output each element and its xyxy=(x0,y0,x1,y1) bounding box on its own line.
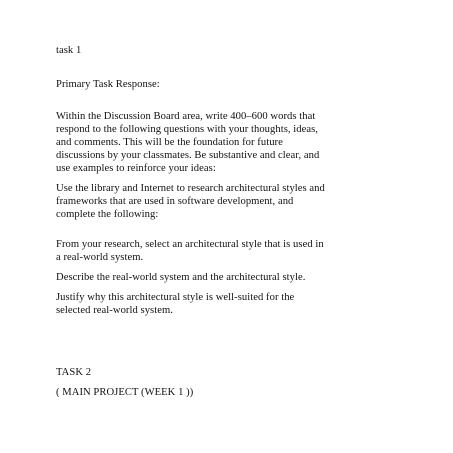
task2-heading: TASK 2 xyxy=(56,367,92,378)
instructions-line-1: Within the Discussion Board area, write 400–600 words that xyxy=(56,111,316,122)
task1-heading: task 1 xyxy=(56,45,82,56)
main-project-heading: ( MAIN PROJECT (WEEK 1 )) xyxy=(56,387,194,398)
instructions-line-2: respond to the following questions with your thoughts, ideas, xyxy=(56,124,318,135)
research-line-1: Use the library and Internet to research architectural styles and xyxy=(56,183,325,194)
justify-line-2: selected real-world system. xyxy=(56,305,173,316)
instructions-line-3: and comments. This will be the foundation for future xyxy=(56,137,283,148)
research-line-3: complete the following: xyxy=(56,209,159,220)
instructions-line-4: discussions by your classmates. Be substantive and clear, and xyxy=(56,150,320,161)
select-style-line-1: From your research, select an architectural style that is used in xyxy=(56,239,324,250)
justify-line-1: Justify why this architectural style is well-suited for the xyxy=(56,292,295,303)
instructions-line-5: use examples to reinforce your ideas: xyxy=(56,163,216,174)
select-style-line-2: a real-world system. xyxy=(56,252,144,263)
describe-system-line: Describe the real-world system and the architectural style. xyxy=(56,272,306,283)
research-line-2: frameworks that are used in software development, and xyxy=(56,196,294,207)
primary-task-heading: Primary Task Response: xyxy=(56,79,160,90)
